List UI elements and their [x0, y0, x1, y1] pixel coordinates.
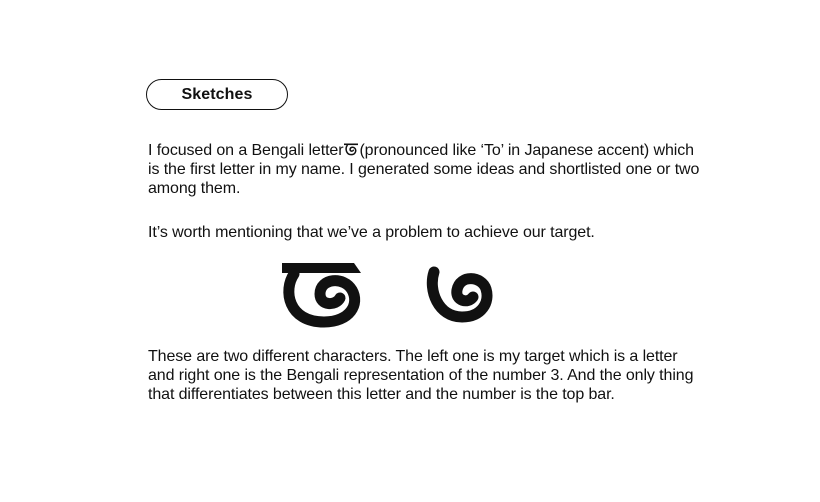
explanation-paragraph: These are two different characters. The left one is my target which is a letter and right one is the Bengali representation of the number 3. And the only thing that differentiates between this letter and the number is the top bar. [148, 348, 694, 403]
sketches-label [146, 79, 288, 110]
bengali-letter-inline-icon [344, 143, 358, 156]
sketches-label-text: Sketches [181, 85, 253, 103]
intro-paragraph [148, 141, 708, 198]
bengali-letter-to-icon [280, 260, 362, 328]
intro-text-after: (pronounced like ‘To’ in Japanese accent) which is the first letter in my name. I generated some ideas and shortlisted one or two among them. [148, 142, 700, 197]
problem-paragraph: It’s worth mentioning that we’ve a problem to achieve our target. [148, 224, 595, 241]
intro-text-before: I focused on a Bengali letter [148, 142, 344, 159]
bengali-digit-three-icon [426, 266, 494, 324]
